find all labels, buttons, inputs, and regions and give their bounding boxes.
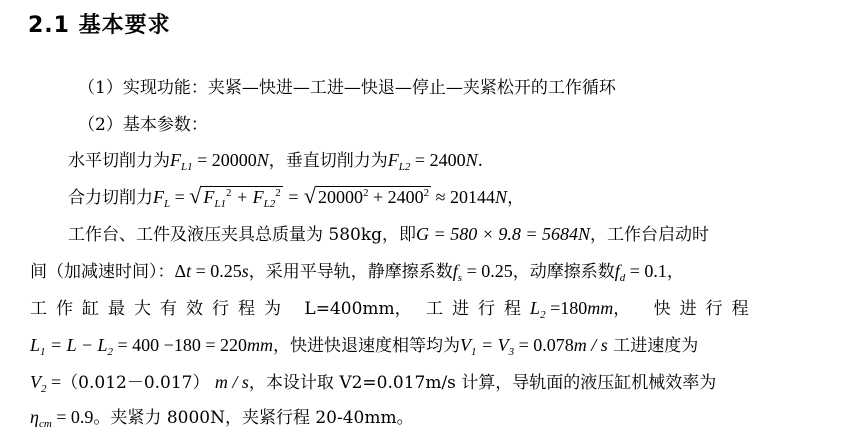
text-horizontal-force: 水平切削力为 — [68, 151, 170, 171]
paragraph-stroke: 工作缸最大有效行程为 L=400mm， 工进行程$L_2 =180mm$， 快进行程 — [30, 298, 758, 321]
formula-l2: $L_2 =180mm$ — [530, 298, 614, 321]
paragraph-params-label: （2）基本参数： — [78, 115, 208, 135]
paragraph-function: （1）实现功能：夹紧—快进—工进—快退—停止—夹紧松开的工作循环 — [78, 78, 616, 98]
formula-fl1: $F_{L1} = 20000N$ — [170, 150, 269, 173]
paragraph-work-speed: $V_2 =(0.012-0.017)$ m / s，本设计取 V2=0.017m/s 计算，导轨面的液压缸机械效率为 — [30, 372, 717, 395]
paragraph-efficiency: $\eta_{cm} = 0.9$。夹紧力 8000N，夹紧行程 20-40mm。 — [30, 407, 414, 430]
formula-fs: $f_s = 0.25$ — [452, 261, 513, 284]
formula-v1-v3: $V_1 = V_3 = 0.078m / s$ — [459, 335, 608, 358]
paragraph-mass: 工作台、工件及液压夹具总质量为 580kg，即G = 580 × 9.8 = 5684N，工作台启动时 — [68, 224, 710, 245]
formula-fl2: $F_{L2} = 2400N$ — [387, 150, 478, 173]
text-resultant-force: 合力切削力 — [68, 188, 153, 208]
paragraph-time-friction: 间（加减速时间）：Δt = 0.25s，采用平导轨，静摩擦系数$f_s = 0.25$，动摩擦系数$f_d = 0.1$， — [30, 261, 684, 284]
formula-eta: $\eta_{cm} = 0.9$ — [30, 407, 94, 430]
paragraph-resultant-force: 合力切削力$F_L$ = √ $F_{L1}^2 + F_{L2}^2$ = √ $20000^2 + 2400^2 \approx 20144N$， — [68, 183, 525, 210]
formula-weight: G = 580 × 9.8 = 5684N — [416, 224, 591, 244]
formula-l1: $L_1 = L - L_2 = 400 -180 = 220mm$ — [30, 335, 273, 358]
formula-v2: $V_2$ = — [30, 372, 62, 395]
section-heading: 2.1 基本要求 — [28, 13, 171, 38]
formula-delta-t: Δt = 0.25s — [174, 261, 249, 281]
formula-fl-resultant: $F_L$ = √ $F_{L1}^2 + F_{L2}^2$ = √ $20000^2 + 2400^2 \approx 20144N$ — [153, 183, 508, 210]
text-vertical-force: ，垂直切削力为 — [268, 151, 388, 171]
paragraph-fast-stroke: $L_1 = L - L_2 = 400 -180 = 220mm$，快进快退速度相等均为$V_1 = V_3 = 0.078m / s$ 工进速度为 — [30, 335, 699, 358]
formula-fd: $f_d = 0.1$ — [614, 261, 667, 284]
paragraph-cutting-forces: 水平切削力为$F_{L1} = 20000N$，垂直切削力为$F_{L2} = 2400N$. — [68, 150, 483, 173]
